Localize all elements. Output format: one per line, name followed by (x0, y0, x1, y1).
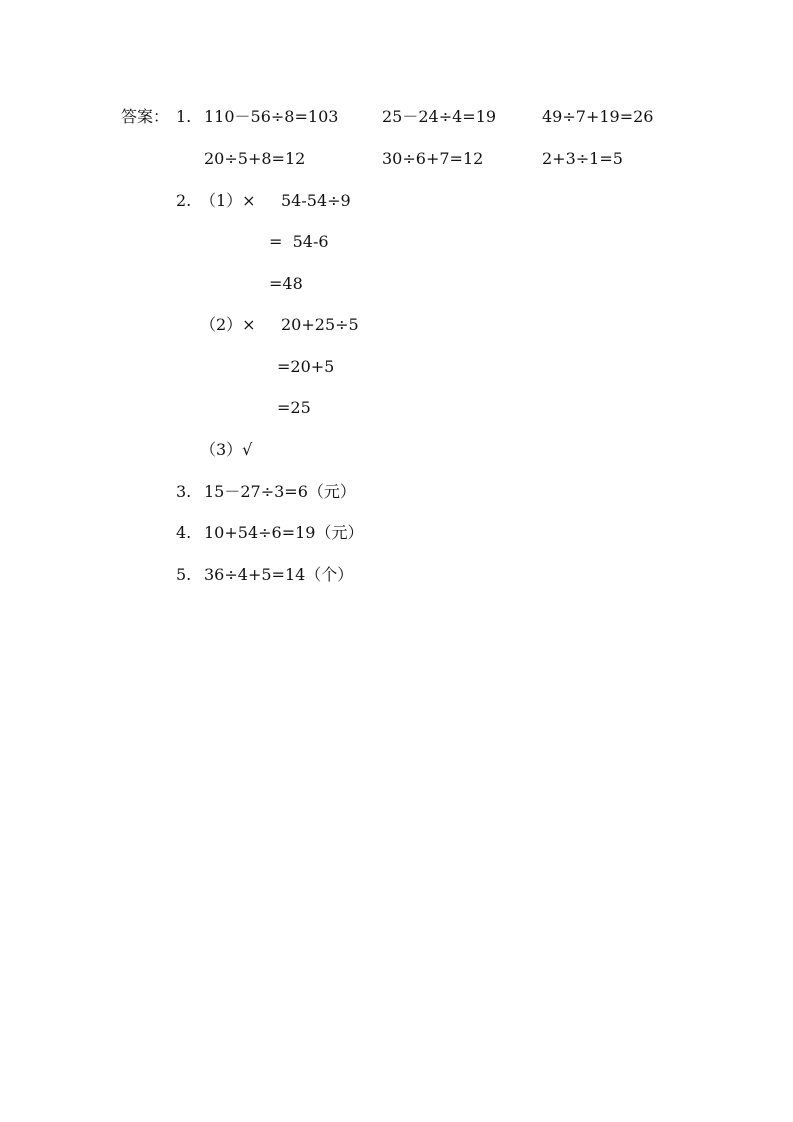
q2-part2-line-3: =25 (277, 398, 311, 417)
q2-number: 2. (176, 191, 192, 210)
q1-item-5: 30÷6+7=12 (382, 149, 484, 168)
q1-item-1: 110－56÷8=103 (204, 107, 339, 126)
q2-part1-label: （1）× (200, 191, 256, 210)
answer-label: 答案： (121, 107, 170, 126)
q2-part2-line-2: =20+5 (277, 357, 335, 376)
q1-number: 1. (176, 107, 192, 126)
q4-number: 4. (176, 523, 192, 542)
q1-item-6: 2+3÷1=5 (542, 149, 623, 168)
q3-number: 3. (176, 482, 192, 501)
q5-text: 36÷4+5=14（个） (204, 565, 354, 584)
q2-part1-line-2: = 54-6 (269, 232, 329, 251)
q2-part1-line-3: =48 (269, 274, 303, 293)
q3-text: 15－27÷3=6（元） (204, 482, 356, 501)
q1-item-4: 20÷5+8=12 (204, 149, 306, 168)
q2-part3-label: （3）√ (200, 440, 253, 459)
q2-part2-label: （2）× (200, 315, 256, 334)
q2-part2-line-1: 20+25÷5 (281, 315, 359, 334)
q1-item-2: 25－24÷4=19 (382, 107, 497, 126)
q5-number: 5. (176, 565, 192, 584)
q2-part1-line-1: 54-54÷9 (281, 191, 351, 210)
q4-text: 10+54÷6=19（元） (204, 523, 364, 542)
q1-item-3: 49÷7+19=26 (542, 107, 654, 126)
